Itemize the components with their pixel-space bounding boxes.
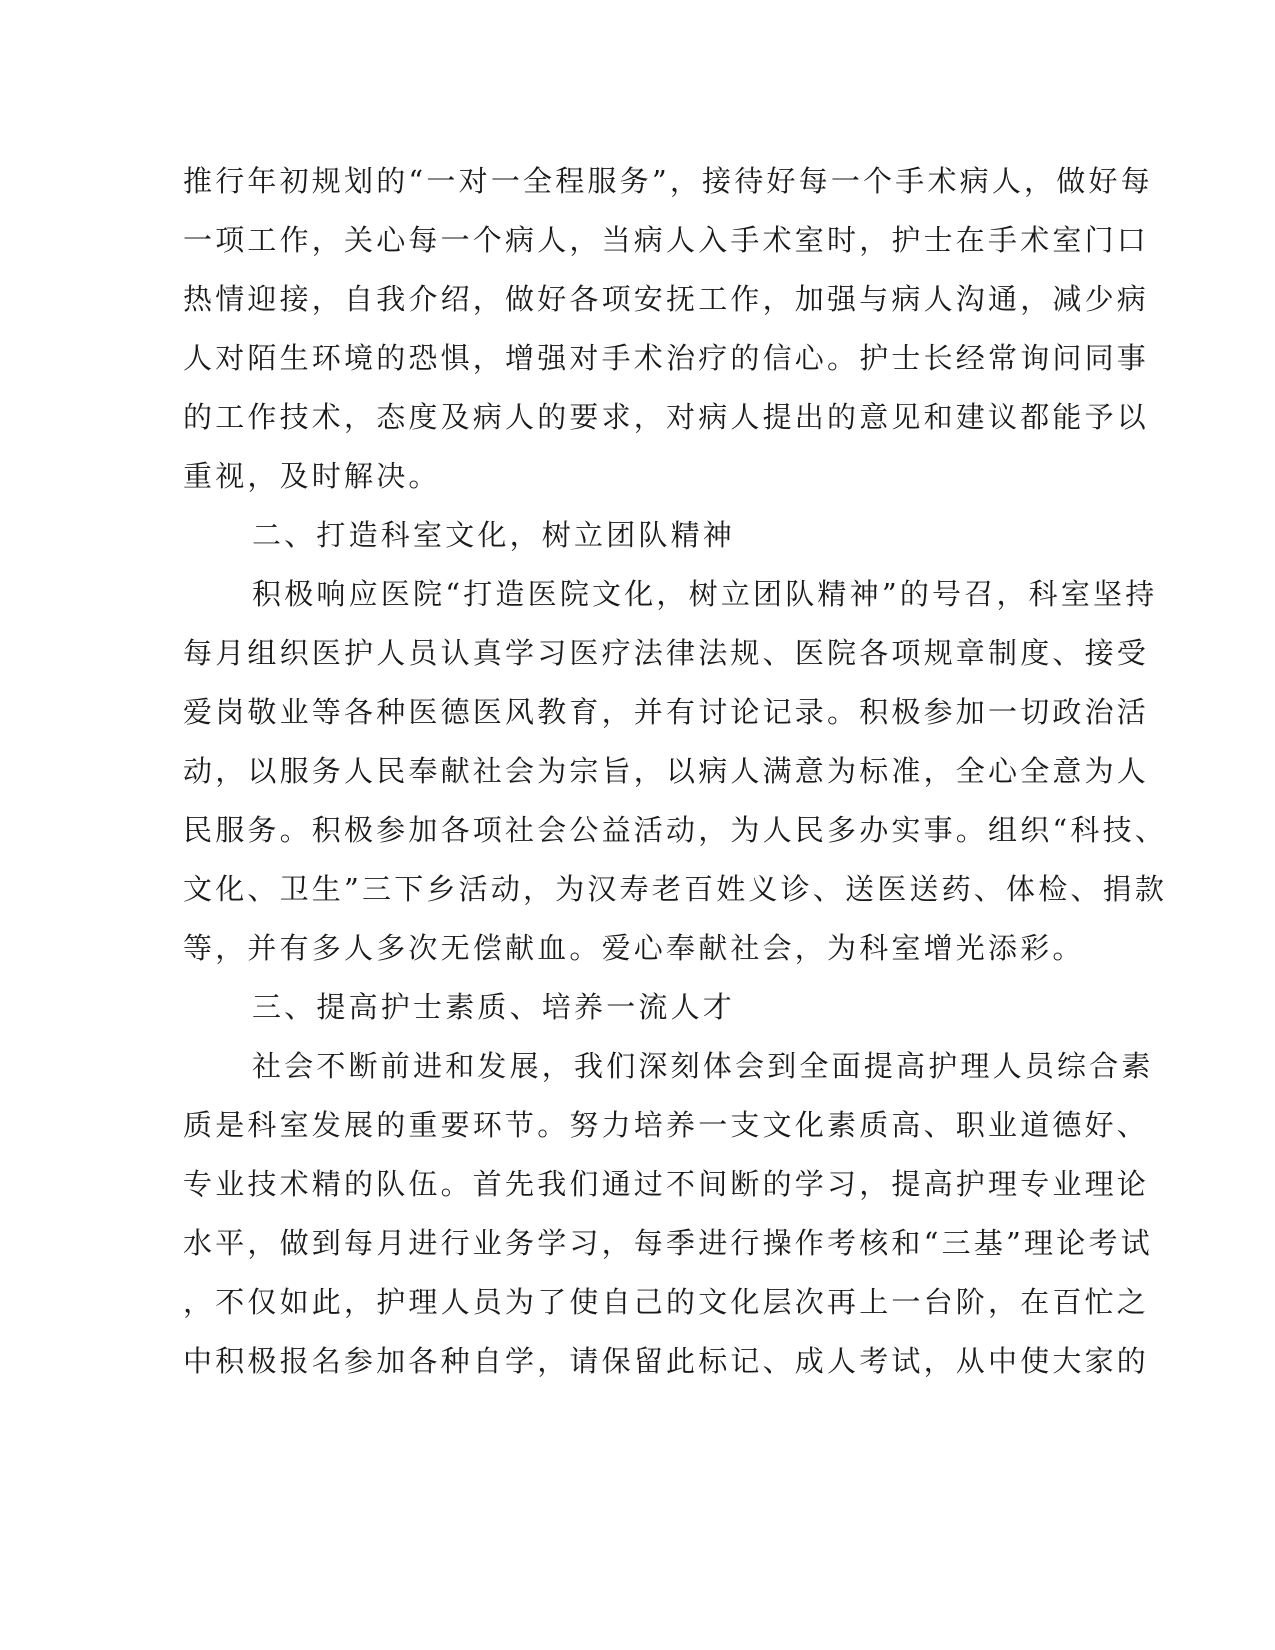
text-line: 人对陌生环境的恐惧，增强对手术治疗的信心。护士长经常询问同事: [183, 341, 1150, 375]
text-line: 等，并有多人多次无偿献血。爱心奉献社会，为科室增光添彩。: [183, 931, 1085, 965]
section-heading-2: 二、打造科室文化，树立团队精神: [252, 518, 736, 552]
text-line: 积极响应医院“打造医院文化，树立团队精神”的号召，科室坚持: [252, 577, 1158, 611]
text-line: 社会不断前进和发展，我们深刻体会到全面提高护理人员综合素: [252, 1049, 1154, 1083]
text-line: 中积极报名参加各种自学，请保留此标记、成人考试，从中使大家的: [183, 1344, 1150, 1378]
section-heading-3: 三、提高护士素质、培养一流人才: [252, 990, 736, 1024]
text-line: 民服务。积极参加各项社会公益活动，为人民多办实事。组织“科技、: [183, 813, 1168, 847]
text-line: 的工作技术，态度及病人的要求，对病人提出的意见和建议都能予以: [183, 400, 1150, 434]
text-line: 专业技术精的队伍。首先我们通过不间断的学习，提高护理专业理论: [183, 1167, 1150, 1201]
text-line: 一项工作，关心每一个病人，当病人入手术室时，护士在手术室门口: [183, 223, 1150, 257]
text-line: 动，以服务人民奉献社会为宗旨，以病人满意为标准，全心全意为人: [183, 754, 1150, 788]
text-line: 水平，做到每月进行业务学习，每季进行操作考核和“三基”理论考试: [183, 1226, 1153, 1260]
text-line: 重视，及时解决。: [183, 459, 441, 493]
text-line: 每月组织医护人员认真学习医疗法律法规、医院各项规章制度、接受: [183, 636, 1150, 670]
text-line: 热情迎接，自我介绍，做好各项安抚工作，加强与病人沟通，减少病: [183, 282, 1150, 316]
text-line: 质是科室发展的重要环节。努力培养一支文化素质高、职业道德好、: [183, 1108, 1150, 1142]
text-line: 推行年初规划的“一对一全程服务”，接待好每一个手术病人，做好每: [183, 164, 1153, 198]
text-line: 爱岗敬业等各种医德医风教育，并有讨论记录。积极参加一切政治活: [183, 695, 1150, 729]
text-line: 文化、卫生”三下乡活动，为汉寿老百姓义诊、送医送药、体检、捐款: [183, 872, 1168, 906]
text-line: ，不仅如此，护理人员为了使自己的文化层次再上一台阶，在百忙之: [183, 1285, 1150, 1319]
